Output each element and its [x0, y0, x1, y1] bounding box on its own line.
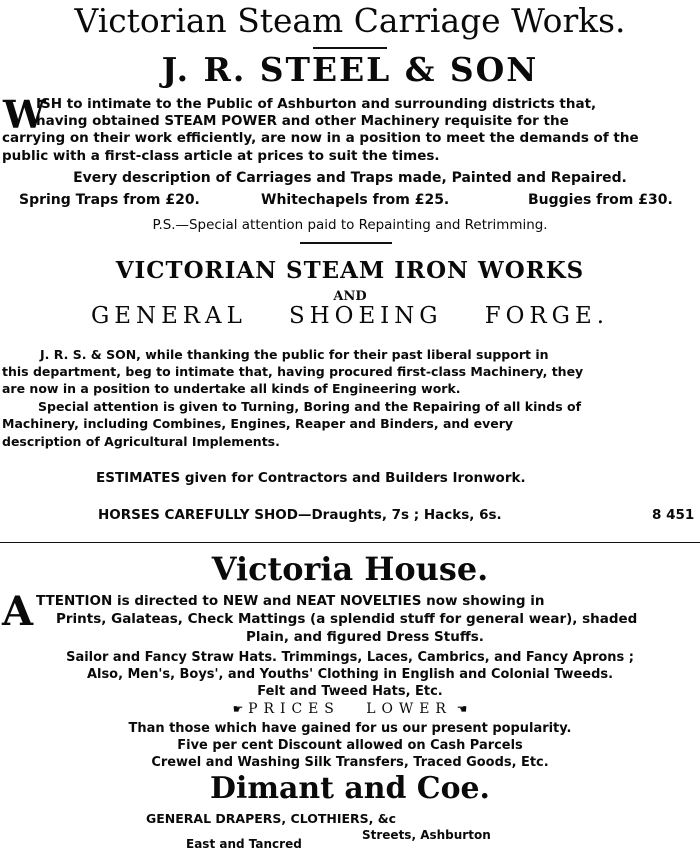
- address-line: East and Tancred: [186, 837, 302, 851]
- streets-line: Streets, Ashburton: [362, 828, 491, 842]
- price-buggies: Buggies from £30.: [528, 192, 673, 208]
- ad-title: Victorian Steam Carriage Works.: [74, 1, 626, 40]
- advert-reference-number: 8 451: [652, 507, 695, 523]
- firm-name: Dimant and Coe.: [210, 771, 490, 806]
- pointing-hand-ornament-icon: ☚: [451, 702, 468, 716]
- intro-line: carrying on their work efficiently, are now in a position to meet the demands of the: [2, 130, 639, 146]
- forge-heading: GENERAL SHOEING FORGE.: [90, 303, 610, 329]
- price-spring-traps: Spring Traps from £20.: [19, 192, 200, 208]
- body-line: are now in a position to undertake all kinds of Engineering work.: [2, 381, 461, 396]
- goods-line: Felt and Tweed Hats, Etc.: [257, 684, 443, 699]
- announcement-line: Prints, Galateas, Check Mattings (a splendid stuff for general wear), shaded: [56, 611, 638, 627]
- drop-capital: W: [3, 92, 46, 137]
- goods-line: Sailor and Fancy Straw Hats. Trimmings, Laces, Cambrics, and Fancy Aprons ;: [66, 650, 634, 665]
- prices-lower-text: PRICES LOWER: [248, 701, 452, 717]
- announcement-line: TTENTION is directed to NEW and NEAT NOVELTIES now showing in: [36, 593, 545, 609]
- prices-lower-line: [1, 702, 699, 716]
- body-line: Special attention is given to Turning, Boring and the Repairing of all kinds of: [38, 399, 582, 414]
- firm-name: J. R. STEEL & SON: [161, 50, 539, 89]
- intro-line: having obtained STEAM POWER and other Machinery requisite for the: [36, 113, 569, 129]
- intro-line: public with a first-class article at prices to suit the times.: [2, 148, 440, 164]
- shop-title: Victoria House.: [211, 550, 489, 588]
- horses-line: HORSES CAREFULLY SHOD—Draughts, 7s ; Hacks, 6s.: [98, 507, 502, 523]
- body-line: Machinery, including Combines, Engines, Reaper and Binders, and every: [2, 416, 514, 431]
- body-line: J. R. S. & SON, while thanking the public for their past liberal support in: [40, 347, 549, 362]
- pointing-hand-ornament-icon: ☛: [232, 702, 249, 716]
- body-line: this department, beg to intimate that, having procured first-class Machinery, they: [2, 364, 584, 379]
- goods-line: Also, Men's, Boys', and Youths' Clothing in English and Colonial Tweeds.: [86, 667, 614, 682]
- advert-separator: [0, 542, 700, 543]
- drop-capital: A: [2, 588, 34, 635]
- divider-rule: [313, 47, 387, 49]
- general-drapers-line: GENERAL DRAPERS, CLOTHIERS, &c: [146, 811, 397, 826]
- services-line: Every description of Carriages and Traps made, Painted and Repaired.: [73, 170, 627, 186]
- announcement-line: Plain, and figured Dress Stuffs.: [246, 629, 484, 645]
- intro-line: ISH to intimate to the Public of Ashburton and surrounding districts that,: [36, 96, 597, 112]
- and-word: AND: [333, 289, 367, 304]
- postscript-line: P.S.—Special attention paid to Repainting and Retrimming.: [152, 217, 548, 233]
- estimates-line: ESTIMATES given for Contractors and Builders Ironwork.: [96, 470, 526, 486]
- iron-works-heading: VICTORIAN STEAM IRON WORKS: [115, 257, 585, 284]
- tagline-line: Five per cent Discount allowed on Cash Parcels: [177, 738, 523, 753]
- tagline-line: Than those which have gained for us our present popularity.: [128, 721, 572, 736]
- body-line: description of Agricultural Implements.: [2, 434, 280, 449]
- divider-rule: [300, 242, 392, 244]
- price-whitechapels: Whitechapels from £25.: [261, 192, 450, 208]
- tagline-line: Crewel and Washing Silk Transfers, Traced Goods, Etc.: [151, 755, 549, 770]
